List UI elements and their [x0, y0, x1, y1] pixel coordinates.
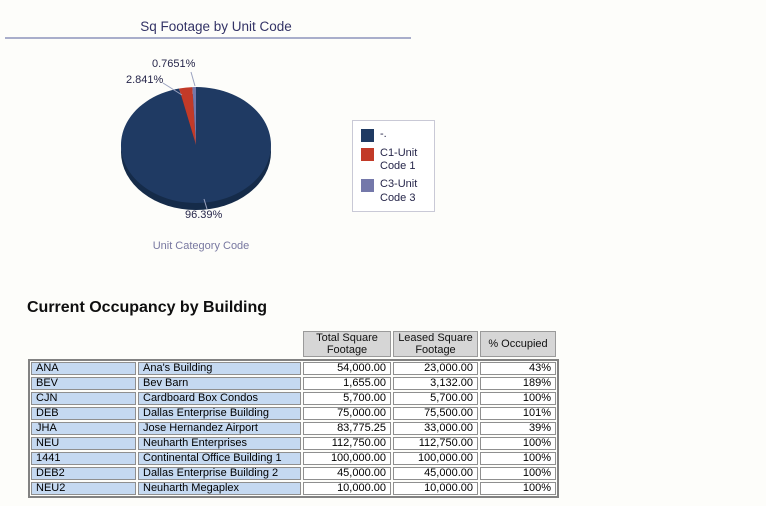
- table-row: [31, 467, 556, 480]
- cell-pct-occupied: 100%: [480, 392, 556, 405]
- table-row: [31, 362, 556, 375]
- legend-swatch-navy: [361, 129, 374, 142]
- legend-swatch-red: [361, 148, 374, 161]
- table-row: [31, 452, 556, 465]
- header-spacer-name: [138, 331, 301, 357]
- cell-building-code: 1441: [31, 452, 136, 465]
- cell-building-code: NEU2: [31, 482, 136, 495]
- cell-total-sqft: 83,775.25: [303, 422, 391, 435]
- cell-building-code: CJN: [31, 392, 136, 405]
- pie-data-label-c1: 2.841%: [126, 74, 164, 86]
- pie-chart-title: Sq Footage by Unit Code: [140, 19, 292, 34]
- cell-leased-sqft: 75,500.00: [393, 407, 478, 420]
- pie-data-label-main: 96.39%: [185, 209, 223, 221]
- table-header-row: [31, 331, 559, 357]
- cell-building-name: Neuharth Enterprises: [138, 437, 301, 450]
- cell-pct-occupied: 100%: [480, 467, 556, 480]
- table-row: [31, 422, 556, 435]
- pie-legend: [352, 120, 435, 212]
- cell-leased-sqft: 100,000.00: [393, 452, 478, 465]
- cell-leased-sqft: 5,700.00: [393, 392, 478, 405]
- cell-pct-occupied: 101%: [480, 407, 556, 420]
- cell-total-sqft: 45,000.00: [303, 467, 391, 480]
- cell-building-name: Dallas Enterprise Building: [138, 407, 301, 420]
- cell-building-code: JHA: [31, 422, 136, 435]
- column-header-occupied: % Occupied: [480, 331, 556, 357]
- legend-entry-c1: [361, 147, 426, 173]
- legend-label: -.: [380, 128, 387, 140]
- cell-building-name: Jose Hernandez Airport: [138, 422, 301, 435]
- cell-leased-sqft: 45,000.00: [393, 467, 478, 480]
- cell-building-code: NEU: [31, 437, 136, 450]
- table-row: [31, 437, 556, 450]
- cell-building-name: Neuharth Megaplex: [138, 482, 301, 495]
- legend-entry-c3: [361, 178, 426, 204]
- cell-total-sqft: 54,000.00: [303, 362, 391, 375]
- legend-label: C1-Unit Code 1: [380, 147, 418, 173]
- cell-leased-sqft: 23,000.00: [393, 362, 478, 375]
- cell-building-code: ANA: [31, 362, 136, 375]
- cell-pct-occupied: 39%: [480, 422, 556, 435]
- cell-total-sqft: 100,000.00: [303, 452, 391, 465]
- cell-pct-occupied: 43%: [480, 362, 556, 375]
- legend-entry-main: [361, 128, 426, 142]
- cell-pct-occupied: 189%: [480, 377, 556, 390]
- cell-building-code: DEB: [31, 407, 136, 420]
- cell-building-name: Cardboard Box Condos: [138, 392, 301, 405]
- cell-pct-occupied: 100%: [480, 482, 556, 495]
- cell-building-name: Continental Office Building 1: [138, 452, 301, 465]
- cell-building-name: Ana's Building: [138, 362, 301, 375]
- cell-leased-sqft: 10,000.00: [393, 482, 478, 495]
- cell-building-name: Dallas Enterprise Building 2: [138, 467, 301, 480]
- cell-building-code: BEV: [31, 377, 136, 390]
- table-row: [31, 482, 556, 495]
- cell-pct-occupied: 100%: [480, 452, 556, 465]
- table-row: [31, 407, 556, 420]
- cell-building-code: DEB2: [31, 467, 136, 480]
- cell-pct-occupied: 100%: [480, 437, 556, 450]
- column-header-total: Total Square Footage: [303, 331, 391, 357]
- pie-data-label-c3: 0.7651%: [152, 58, 196, 70]
- category-axis-label: Unit Category Code: [152, 240, 250, 252]
- cell-leased-sqft: 33,000.00: [393, 422, 478, 435]
- table-body: [28, 359, 559, 498]
- title-underline: [5, 37, 411, 39]
- table-row: [31, 377, 556, 390]
- legend-swatch-purple: [361, 179, 374, 192]
- legend-label: C3-Unit Code 3: [380, 178, 418, 204]
- cell-leased-sqft: 112,750.00: [393, 437, 478, 450]
- table-title: Current Occupancy by Building: [27, 299, 268, 316]
- header-spacer-code: [31, 331, 136, 357]
- cell-leased-sqft: 3,132.00: [393, 377, 478, 390]
- occupancy-table: [28, 331, 559, 498]
- column-header-leased: Leased Square Footage: [393, 331, 478, 357]
- cell-building-name: Bev Barn: [138, 377, 301, 390]
- cell-total-sqft: 75,000.00: [303, 407, 391, 420]
- leader-line-c3: [191, 72, 195, 86]
- cell-total-sqft: 112,750.00: [303, 437, 391, 450]
- cell-total-sqft: 1,655.00: [303, 377, 391, 390]
- cell-total-sqft: 5,700.00: [303, 392, 391, 405]
- table-row: [31, 392, 556, 405]
- cell-total-sqft: 10,000.00: [303, 482, 391, 495]
